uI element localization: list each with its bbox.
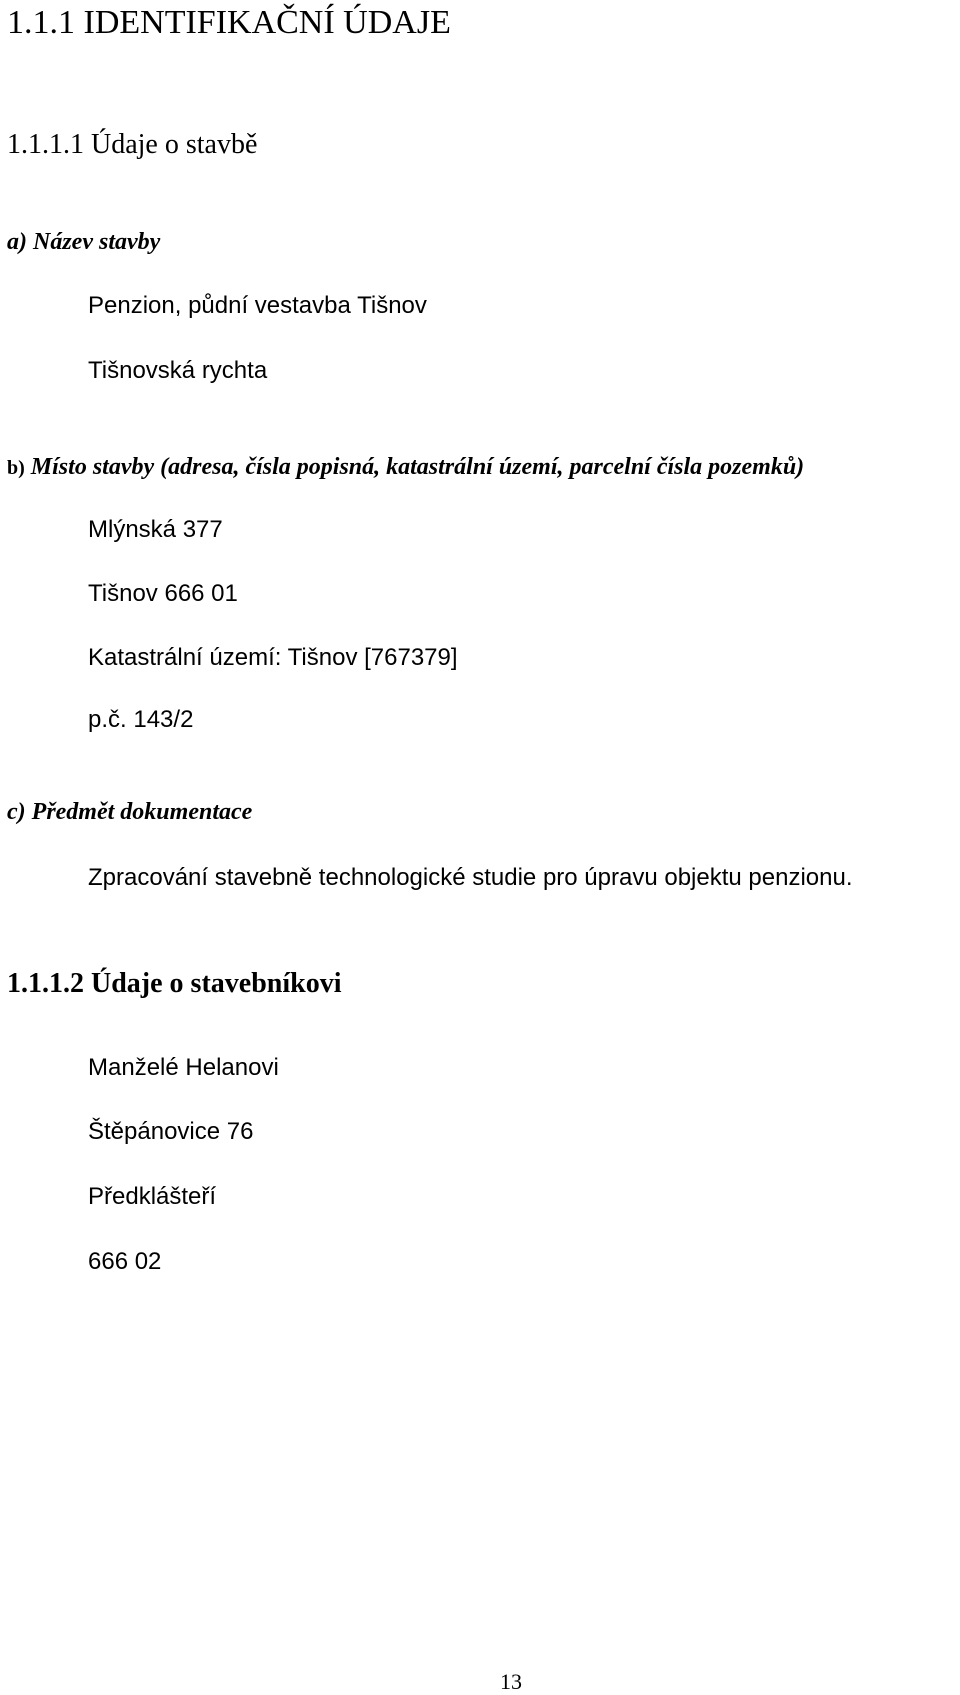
stavba-name-line-2: Tišnovská rychta [88,357,268,384]
address-line-1: Mlýnská 377 [88,516,223,543]
address-line-2: Tišnov 666 01 [88,580,238,607]
section-heading-stavba: 1.1.1.1 Údaje o stavbě [7,129,258,160]
documentation-subject: Zpracování stavebně technologické studie pro úpravu objektu penzionu. [88,864,853,891]
label-c-marker: c) [7,799,26,825]
builder-postal-code: 666 02 [88,1248,162,1275]
builder-name: Manželé Helanovi [88,1054,279,1081]
label-b-text: Místo stavby (adresa, čísla popisná, katastrální území, parcelní čísla pozemků) [30,454,805,480]
main-heading: 1.1.1 IDENTIFIKAČNÍ ÚDAJE [7,4,451,41]
builder-address-town: Předklášteří [88,1183,217,1210]
section-heading-stavebnik: 1.1.1.2 Údaje o stavebníkovi [7,968,342,999]
cadastral-area: Katastrální území: Tišnov [767379] [88,644,458,671]
label-b [7,455,804,479]
builder-address-street: Štěpánovice 76 [88,1118,254,1145]
label-a-text: Název stavby [33,229,161,255]
label-a [7,230,160,254]
label-c [7,800,252,824]
parcel-number: p.č. 143/2 [88,706,194,733]
page-number: 13 [500,1669,522,1694]
stavba-name-line-1: Penzion, půdní vestavba Tišnov [88,292,427,319]
label-b-marker: b) [7,457,25,479]
label-c-text: Předmět dokumentace [31,799,253,825]
label-a-marker: a) [7,229,27,255]
